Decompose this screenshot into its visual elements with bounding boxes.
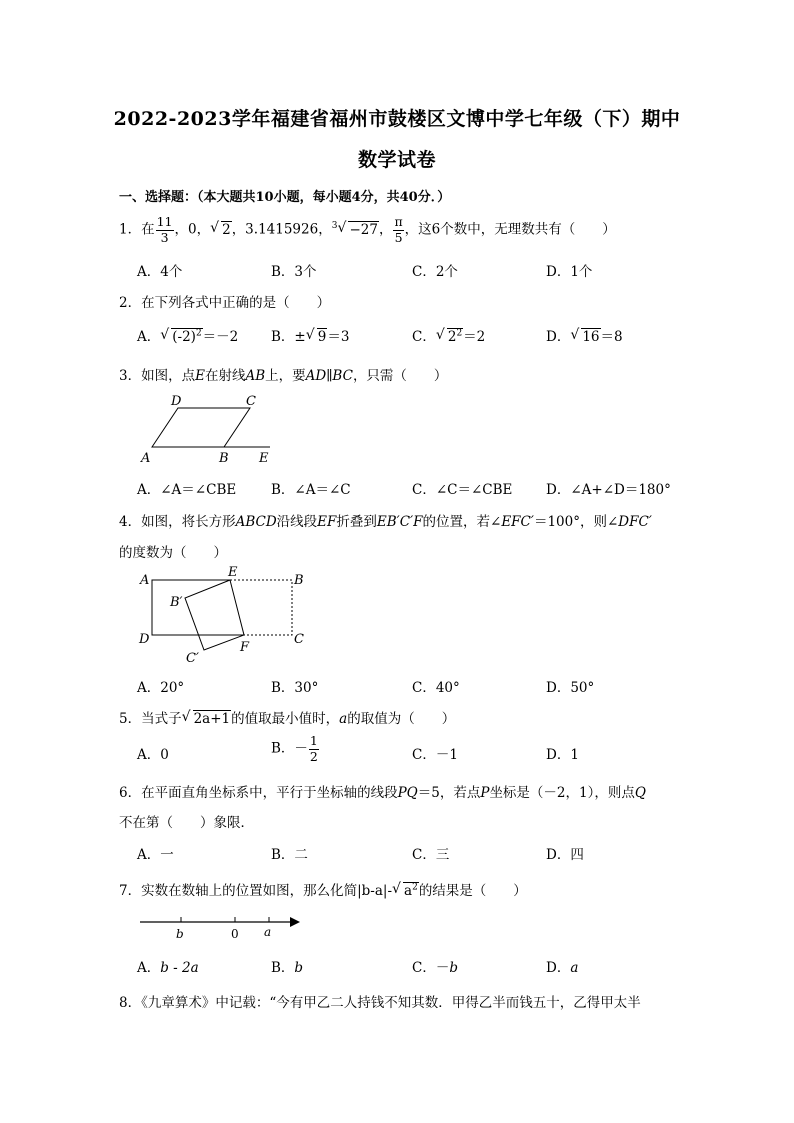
q7-option-a[interactable]: A．b - 2a [137, 960, 199, 976]
rectangle-solid-part [152, 580, 244, 635]
question-7-stem: 7．实数在数轴上的位置如图，那么化简|b-a|-√ $a^2$的结果是（ ） [119, 879, 527, 899]
axis-label-a: a [264, 925, 272, 939]
q2-option-a[interactable]: A．√ $(-2)^2=-2$ [137, 325, 238, 345]
section-heading: 一、选择题：（本大题共10小题，每小题4分，共40分．） [119, 190, 451, 205]
axis-label-zero: 0 [231, 927, 239, 941]
label-d: D [139, 632, 150, 647]
sqrt-2a-plus-1: √ 2a+1 [183, 711, 232, 727]
sqrt-a-squared: √ $a^2$ [393, 883, 419, 900]
folded-quadrilateral [185, 580, 244, 650]
q3-parallelogram-figure [138, 392, 278, 467]
q1-option-d[interactable]: D．1个 [546, 264, 593, 280]
q7-option-c[interactable]: C．－b [412, 960, 458, 976]
label-a: A [141, 451, 151, 466]
q5-option-c[interactable]: C．－1 [412, 747, 458, 763]
q4-option-a[interactable]: A．20° [137, 680, 185, 696]
q4-option-b[interactable]: B．30° [271, 680, 319, 696]
q6-option-b[interactable]: B．二 [271, 847, 308, 863]
question-4-stem-line1: 4．如图，将长方形ABCD沿线段EF折叠到EB′C′F的位置，若∠EFC′＝100°，则∠DFC′ [119, 514, 652, 530]
q2-option-c[interactable]: C．√ $2^2=2$ [412, 325, 485, 345]
q1-option-b[interactable]: B．3个 [271, 264, 317, 280]
question-2-stem: 2．在下列各式中正确的是（ ） [119, 295, 331, 311]
q4-folded-rectangle-figure [138, 565, 310, 668]
question-6-stem-line2: 不在第（ ）象限． [119, 815, 254, 831]
sqrt-2: √ 2 [211, 222, 232, 238]
rectangle-dashed-part [230, 580, 292, 635]
label-f: F [240, 640, 250, 655]
q4-option-d[interactable]: D．50° [546, 680, 595, 696]
axis-arrow [290, 917, 300, 927]
label-a: A [140, 573, 150, 588]
label-d: D [171, 394, 182, 409]
label-b: B [219, 451, 229, 466]
label-b-prime: B′ [170, 595, 183, 610]
q7-number-line [138, 912, 303, 942]
q2-option-b[interactable]: B．±√ 9＝3 [271, 325, 349, 345]
label-b: B [294, 573, 304, 588]
q3-option-a[interactable]: A．∠A＝∠CBE [137, 482, 237, 498]
q1-option-a[interactable]: A．4个 [137, 264, 183, 280]
q4-option-c[interactable]: C．40° [412, 680, 460, 696]
q3-option-d[interactable]: D．∠A+∠D＝180° [546, 482, 671, 498]
parallelogram-abcd [152, 408, 250, 447]
q3-option-c[interactable]: C．∠C＝∠CBE [412, 482, 513, 498]
q3-option-b[interactable]: B．∠A＝∠C [271, 482, 351, 498]
question-5-stem: 5．当式子√ 2a+1的值取最小值时，a的取值为（ ） [119, 707, 455, 727]
q5-option-a[interactable]: A．0 [137, 747, 169, 763]
label-e: E [259, 451, 269, 466]
q5-option-b[interactable]: B．－ $\frac{1}{2}$ [271, 733, 318, 764]
question-3-stem: 3．如图，点E在射线AB上，要AD∥BC，只需（ ） [119, 368, 448, 384]
label-c: C [246, 394, 256, 409]
exam-title-line1: 2022-2023学年福建省福州市鼓楼区文博中学七年级（下）期中 [113, 108, 681, 130]
q5-option-d[interactable]: D．1 [546, 747, 579, 763]
q2-option-d[interactable]: D．√ 16＝8 [546, 325, 623, 345]
exam-title-line2: 数学试卷 [357, 149, 436, 171]
q7-option-b[interactable]: B．b [271, 960, 304, 976]
q6-option-a[interactable]: A．一 [137, 847, 174, 863]
axis-label-b: b [176, 927, 184, 941]
q6-option-d[interactable]: D．四 [546, 847, 584, 863]
question-4-stem-line2: 的度数为（ ） [119, 545, 227, 561]
q1-option-c[interactable]: C．2个 [412, 264, 458, 280]
question-6-stem-line1: 6．在平面直角坐标系中，平行于坐标轴的线段PQ＝5，若点P坐标是（－2，1），则点Q [119, 785, 646, 801]
label-c: C [294, 632, 304, 647]
question-8-stem-line1: 8．《九章算术》中记载：“今有甲乙二人持钱不知其数．甲得乙半而钱五十，乙得甲太半 [119, 995, 641, 1011]
fraction-pi-5: $\frac{\pi}{5}$ [394, 214, 403, 245]
q6-option-c[interactable]: C．三 [412, 847, 450, 863]
question-1-stem: 1．在 $\frac{11}{3}$ ，0，√ 2，3.1415926，$^3$√ −27， $\frac{\pi}{5}$ ，这6个数中，无理数共有（ ） [119, 216, 616, 244]
q7-option-d[interactable]: D．a [546, 960, 579, 976]
cube-root-neg27: √ −27 [338, 222, 379, 238]
label-e: E [228, 565, 238, 580]
label-c-prime: C′ [186, 651, 199, 666]
fraction-11-3: $\frac{11}{3}$ [156, 214, 173, 245]
